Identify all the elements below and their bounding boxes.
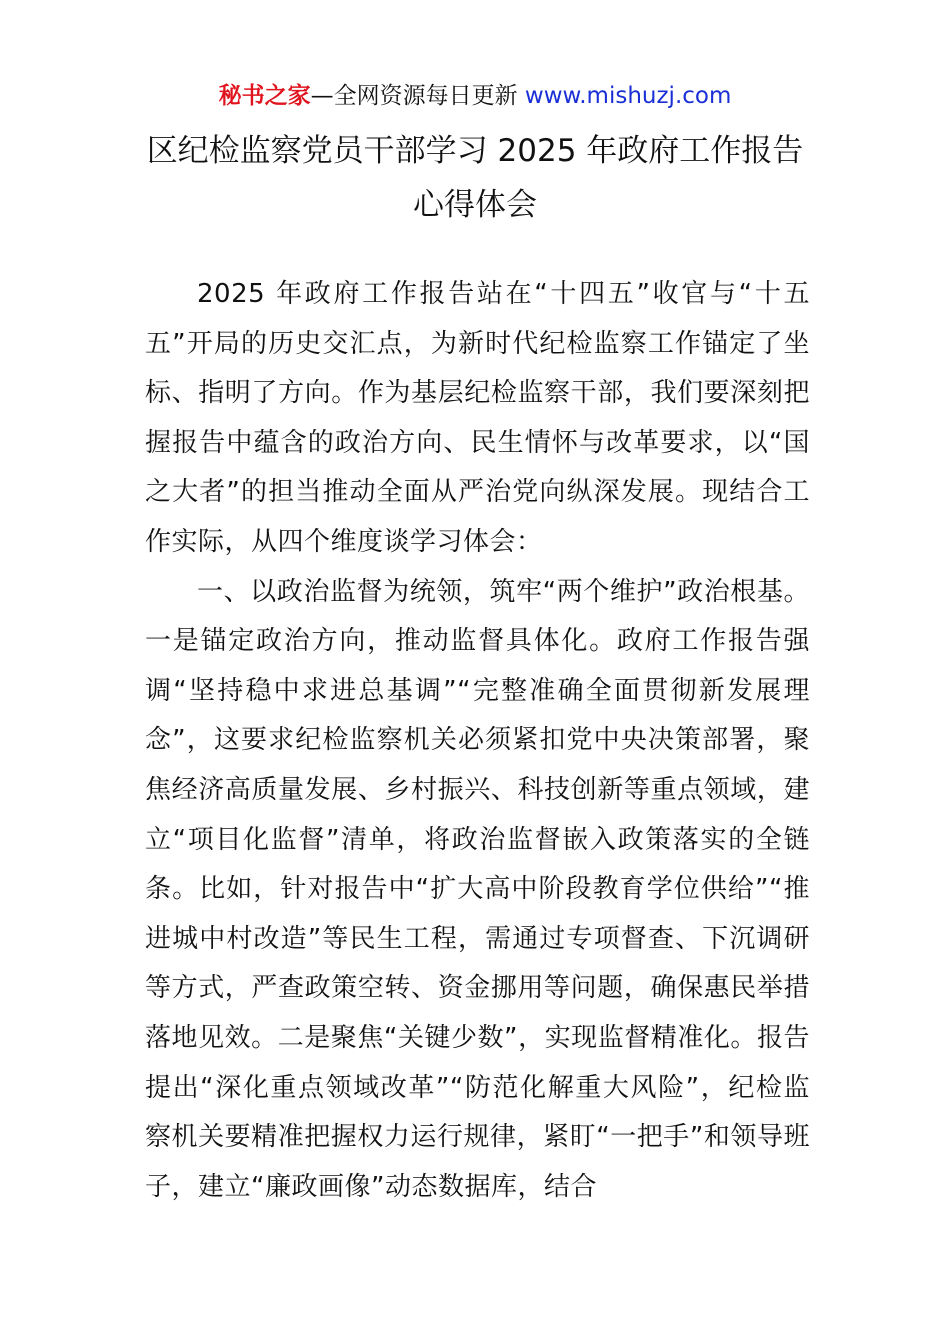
- document-title: [0, 124, 950, 232]
- paragraph-intro: 2025 年政府工作报告站在“十四五”收官与“十五五”开局的历史交汇点，为新时代纪检监察工作锚定了坐标、指明了方向。作为基层纪检监察干部，我们要深刻把握报告中蕴含的政治方向、民生情怀与改革要求，以“国之大者”的担当推动全面从严治党向纵深发展。现结合工作实际，从四个维度谈学习体会：: [145, 279, 810, 557]
- site-tagline: —全网资源每日更新: [310, 83, 518, 109]
- site-header: [0, 78, 950, 114]
- document-body: [145, 270, 810, 1212]
- title-line-2: 心得体会: [413, 187, 537, 223]
- title-line-1: 区纪检监察党员干部学习 2025 年政府工作报告: [146, 133, 804, 169]
- site-brand[interactable]: 秘书之家: [218, 83, 311, 109]
- paragraph-section-1: 一、以政治监督为统领，筑牢“两个维护”政治根基。一是锚定政治方向，推动监督具体化。政府工作报告强调“坚持稳中求进总基调”“完整准确全面贯彻新发展理念”，这要求纪检监察机关必须紧扣党中央决策部署，聚焦经济高质量发展、乡村振兴、科技创新等重点领域，建立“项目化监督”清单，将政治监督嵌入政策落实的全链条。比如，针对报告中“扩大高中阶段教育学位供给”“推进城中村改造”等民生工程，需通过专项督查、下沉调研等方式，严查政策空转、资金挪用等问题，确保惠民举措落地见效。二是聚焦“关键少数”，实现监督精准化。报告提出“深化重点领域改革”“防范化解重大风险”，纪检监察机关要精准把握权力运行规律，紧盯“一把手”和领导班子，建立“廉政画像”动态数据库，结合: [145, 576, 810, 1202]
- site-url-link[interactable]: www.mishuzj.com: [524, 83, 732, 109]
